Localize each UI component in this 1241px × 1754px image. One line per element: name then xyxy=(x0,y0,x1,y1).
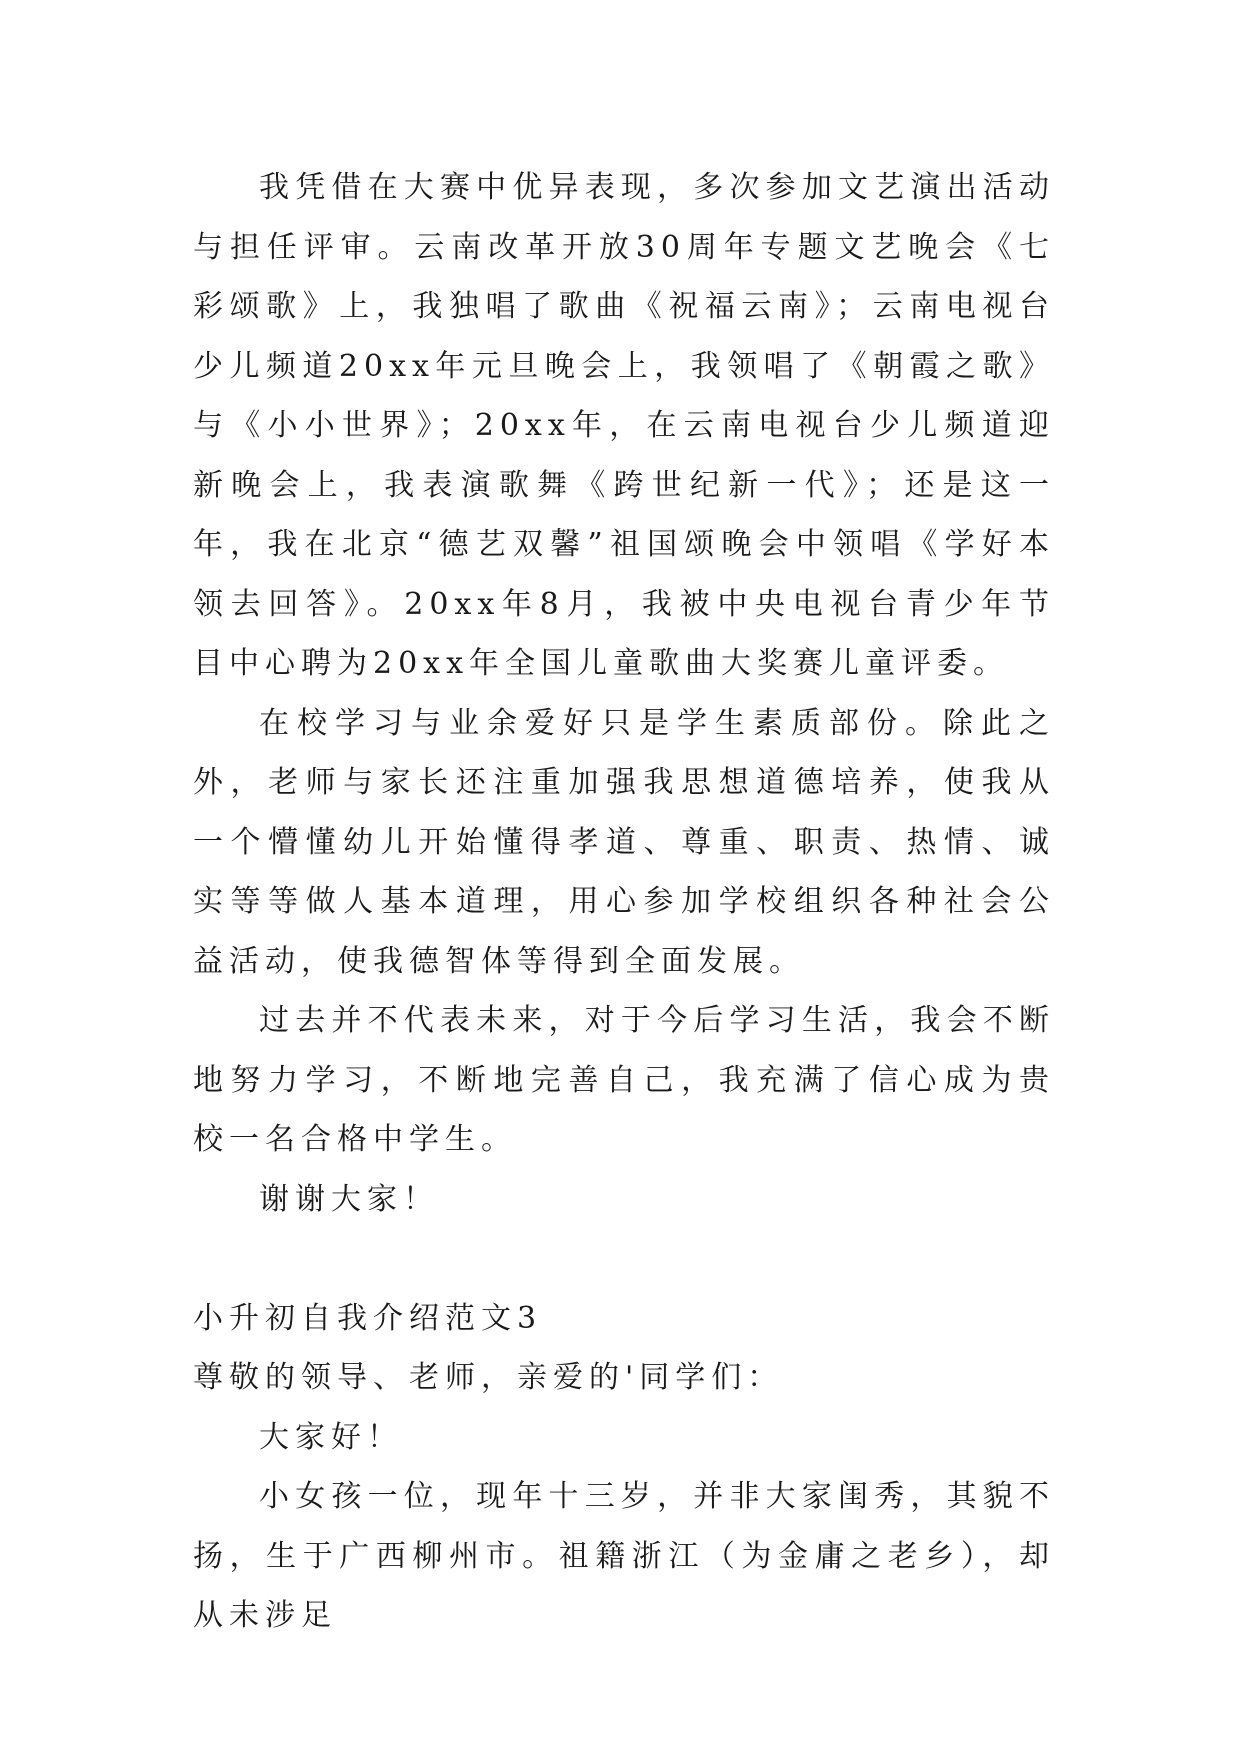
blank-line xyxy=(193,1229,1055,1289)
salutation: 尊敬的领导、老师，亲爱的'同学们： xyxy=(193,1360,784,1395)
greeting: 大家好！ xyxy=(259,1419,403,1455)
paragraph-introduction: 小女孩一位，现年十三岁，并非大家闺秀，其貌不扬，生于广西柳州市。祖籍浙江（为金庸之老乡），却从未涉足 xyxy=(193,1479,1055,1633)
paragraph-moral-education: 在校学习与业余爱好只是学生素质部份。除此之外，老师与家长还注重加强我思想道德培养，使我从一个懵懂幼儿开始懂得孝道、尊重、职责、热情、诚实等等做人基本道理，用心参加学校组织各种社会公益活动，使我德智体等得到全面发展。 xyxy=(193,705,1055,979)
section-title: 小升初自我介绍范文3 xyxy=(193,1300,543,1336)
document-body xyxy=(193,158,1055,1646)
paragraph-performances: 我凭借在大赛中优异表现，多次参加文艺演出活动与担任评审。云南改革开放30周年专题文艺晚会《七彩颂歌》上，我独唱了歌曲《祝福云南》；云南电视台少儿频道20xx年元旦晚会上，我领唱了《朝霞之歌》与《小小世界》；20xx年，在云南电视台少儿频道迎新晚会上，我表演歌舞《跨世纪新一代》；还是这一年，我在北京“德艺双馨”祖国颂晚会中领唱《学好本领去回答》。20xx年8月，我被中央电视台青少年节目中心聘为20xx年全国儿童歌曲大奖赛儿童评委。 xyxy=(193,170,1055,681)
paragraph-thanks: 谢谢大家！ xyxy=(259,1181,439,1217)
paragraph-future: 过去并不代表未来，对于今后学习生活，我会不断地努力学习，不断地完善自己，我充满了信心成为贵校一名合格中学生。 xyxy=(193,1003,1055,1157)
